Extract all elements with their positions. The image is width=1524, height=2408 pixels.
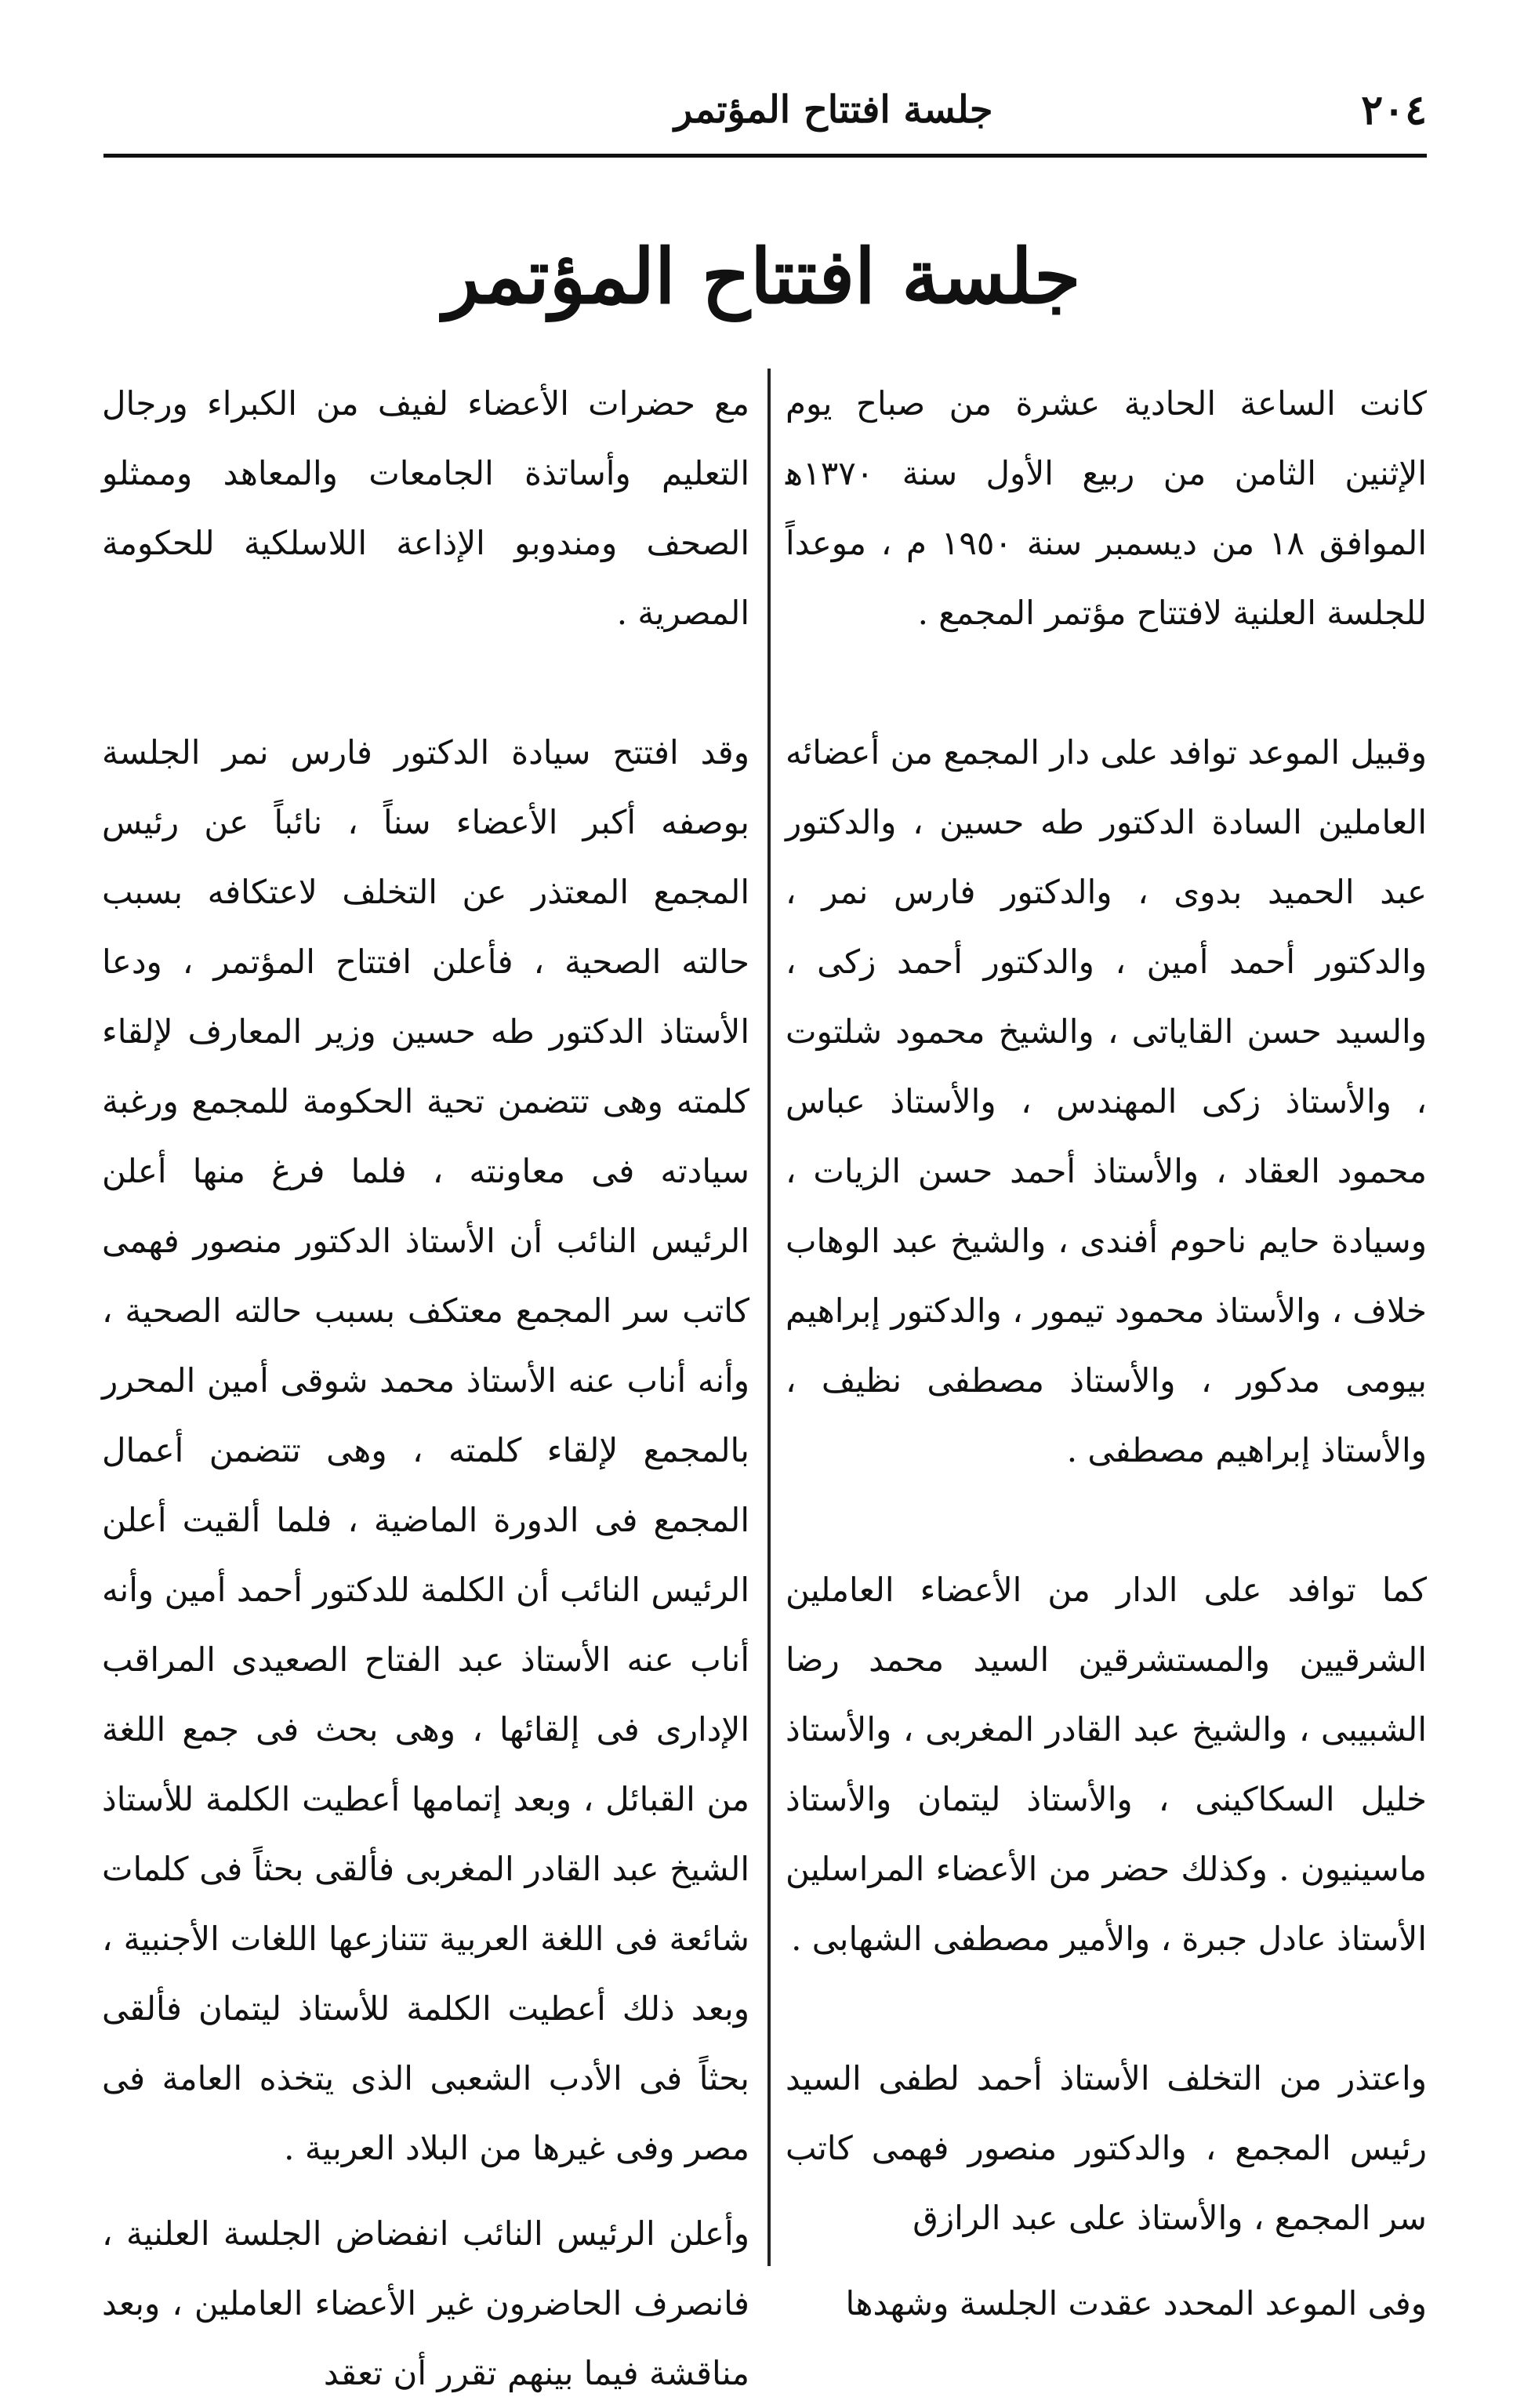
paragraph: وأعلن الرئيس النائب انفضاض الجلسة العلنية ، فانصرف الحاضرون غير الأعضاء العاملين ، وبعد مناقشة فيما بينهم تقرر أن تعقد [102, 2214, 749, 2392]
header-rule [103, 154, 1427, 158]
paragraph: كانت الساعة الحادية عشرة من صباح يوم الإثنين الثامن من ربيع الأول سنة ١٣٧٠ﻫ الموافق ١٨ من ديسمبر سنة ١٩٥٠ م ، موعداً للجلسة العلنية لافتتاح مؤتمر المجمع . [786, 384, 1427, 632]
paragraph: وفى الموعد المحدد عقدت الجلسة وشهدها [845, 2284, 1427, 2323]
running-header [102, 86, 1427, 149]
page-number: ٢٠٤ [1361, 86, 1427, 134]
running-title: جلسة افتتاح المؤتمر [674, 88, 993, 132]
paragraph: مع حضرات الأعضاء لفيف من الكبراء ورجال التعليم وأساتذة الجامعات والمعاهد وممثلو الصحف ومندوبو الإذاعة اللاسلكية للحكومة المصرية . [102, 384, 749, 632]
left-column [102, 369, 749, 2408]
right-column [786, 369, 1427, 2338]
main-title: جلسة افتتاح المؤتمر [443, 232, 1081, 321]
paragraph: وقبيل الموعد توافد على دار المجمع من أعضائه العاملين السادة الدكتور طه حسين ، والدكتور عبد الحميد بدوى ، والدكتور فارس نمر ، والدكتور أحمد أمين ، والدكتور أحمد زكى ، والسيد حسن القاياتى ، والشيخ محمود شلتوت ، والأستاذ زكى المهندس ، والأستاذ عباس محمود العقاد ، والأستاذ أحمد حسن الزيات ، وسيادة حايم ناحوم أفندى ، والشيخ عبد الوهاب خلاف ، والأستاذ محمود تيمور ، والدكتور إبراهيم بيومى مدكور ، والأستاذ مصطفى نظيف ، والأستاذ إبراهيم مصطفى . [786, 733, 1427, 1469]
paragraph: واعتذر من التخلف الأستاذ أحمد لطفى السيد رئيس المجمع ، والدكتور منصور فهمى كاتب سر المجمع ، والأستاذ على عبد الرازق [786, 2059, 1427, 2237]
paragraph: كما توافد على الدار من الأعضاء العاملين الشرقيين والمستشرقين السيد محمد رضا الشبيبى ، والشيخ عبد القادر المغربى ، والأستاذ خليل السكاكينى ، والأستاذ ليتمان والأستاذ ماسينيون . وكذلك حضر من الأعضاء المراسلين الأستاذ عادل جبرة ، والأمير مصطفى الشهابى . [786, 1571, 1427, 1958]
paragraph: وقد افتتح سيادة الدكتور فارس نمر الجلسة بوصفه أكبر الأعضاء سناً ، نائباً عن رئيس المجمع المعتذر عن التخلف لاعتكافه بسبب حالته الصحية ، فأعلن افتتاح المؤتمر ، ودعا الأستاذ الدكتور طه حسين وزير المعارف لإلقاء كلمته وهى تتضمن تحية الحكومة للمجمع ورغبة سيادته فى معاونته ، فلما فرغ منها أعلن الرئيس النائب أن الأستاذ الدكتور منصور فهمى كاتب سر المجمع معتكف بسبب حالته الصحية ، وأنه أناب عنه الأستاذ محمد شوقى أمين المحرر بالمجمع لإلقاء كلمته ، وهى تتضمن أعمال المجمع فى الدورة الماضية ، فلما ألقيت أعلن الرئيس النائب أن الكلمة للدكتور أحمد أمين وأنه أناب عنه الأستاذ عبد الفتاح الصعيدى المراقب الإدارى فى إلقائها ، وهى بحث فى جمع اللغة من القبائل ، وبعد إتمامها أعطيت الكلمة للأستاذ الشيخ عبد القادر المغربى فألقى بحثاً فى كلمات شائعة فى اللغة العربية تتنازعها اللغات الأجنبية ، وبعد ذلك أعطيت الكلمة للأستاذ ليتمان فألقى بحثاً فى الأدب الشعبى الذى يتخذه العامة فى مصر وفى غيرها من البلاد العربية . [102, 733, 749, 2167]
column-divider [767, 369, 771, 2266]
